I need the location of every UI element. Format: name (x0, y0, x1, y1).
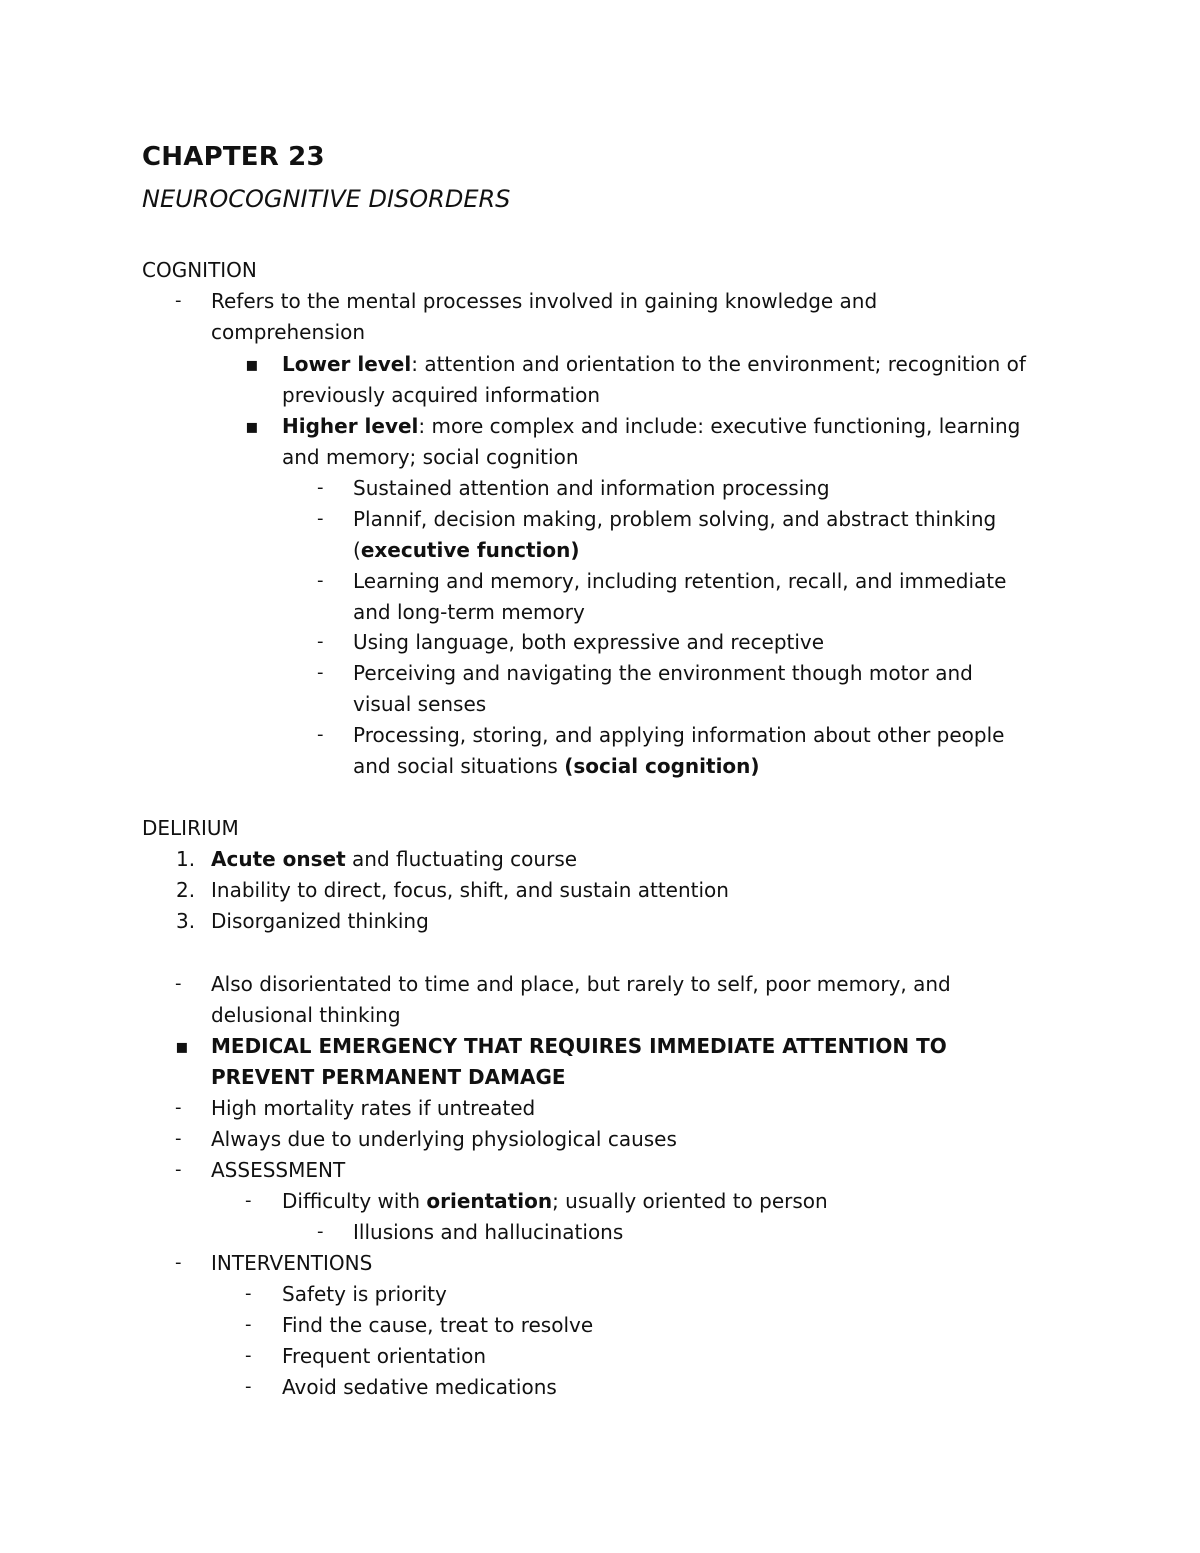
bullet-dash: - (245, 1283, 252, 1304)
bullet-dash: - (317, 724, 324, 745)
bullet-square: ▪ (245, 352, 259, 376)
list-item: Processing, storing, and applying information about other people (353, 723, 1005, 747)
higher-level-text: : more complex and include: executive functioning, learning (418, 414, 1021, 438)
delirium-heading: DELIRIUM (142, 816, 239, 840)
bullet-dash: - (175, 1252, 182, 1273)
chapter-subtitle: NEUROCOGNITIVE DISORDERS (142, 185, 511, 213)
list-item-cont: delusional thinking (211, 1003, 401, 1027)
bullet-dash: - (317, 662, 324, 683)
list-item: Learning and memory, including retention, recall, and immediate (353, 569, 1007, 593)
list-item: High mortality rates if untreated (211, 1096, 536, 1120)
list-item: Perceiving and navigating the environment though motor and (353, 661, 973, 685)
item-text: and fluctuating course (345, 847, 578, 871)
list-item: Plannif, decision making, problem solving, and abstract thinking (353, 507, 997, 531)
list-item-cont: and long-term memory (353, 600, 585, 624)
intervention-item: Safety is priority (282, 1282, 447, 1306)
list-number: 2. (176, 878, 196, 902)
list-item-cont (353, 754, 760, 778)
bullet-dash: - (245, 1314, 252, 1335)
bullet-dash: - (175, 290, 182, 311)
bullet-dash: - (175, 1128, 182, 1149)
list-item: Always due to underlying physiological causes (211, 1127, 677, 1151)
bullet-square: ▪ (175, 1034, 189, 1058)
delirium-item-3: Disorganized thinking (211, 909, 429, 933)
intervention-item: Avoid sedative medications (282, 1375, 557, 1399)
cognition-definition: Refers to the mental processes involved in gaining knowledge and (211, 289, 878, 313)
bullet-dash: - (175, 973, 182, 994)
lower-level-label: Lower level (282, 352, 412, 376)
paren-open: ( (353, 538, 361, 562)
delirium-item-2: Inability to direct, focus, shift, and sustain attention (211, 878, 729, 902)
emergency-warning: MEDICAL EMERGENCY THAT REQUIRES IMMEDIATE ATTENTION TO (211, 1034, 947, 1058)
list-item: Also disorientated to time and place, but rarely to self, poor memory, and (211, 972, 951, 996)
list-item: Using language, both expressive and receptive (353, 630, 825, 654)
bullet-dash: - (245, 1376, 252, 1397)
lower-level-item (282, 352, 1026, 376)
bullet-dash: - (317, 570, 324, 591)
lower-level-cont: previously acquired information (282, 383, 601, 407)
delirium-item-1 (211, 847, 577, 871)
list-item-cont (353, 538, 579, 562)
list-item: Sustained attention and information processing (353, 476, 830, 500)
higher-level-item (282, 414, 1020, 438)
item-text-tail: ; usually oriented to person (552, 1189, 828, 1213)
lower-level-text: : attention and orientation to the environment; recognition of (411, 352, 1026, 376)
bullet-dash: - (317, 508, 324, 529)
social-text: and social situations (353, 754, 565, 778)
interventions-heading: INTERVENTIONS (211, 1251, 373, 1275)
list-item-cont: visual senses (353, 692, 487, 716)
bullet-dash: - (175, 1159, 182, 1180)
cognition-heading: COGNITION (142, 258, 257, 282)
bullet-dash: - (175, 1097, 182, 1118)
social-cognition-term: (social cognition) (564, 754, 760, 778)
list-number: 3. (176, 909, 196, 933)
bullet-dash: - (317, 631, 324, 652)
higher-level-label: Higher level (282, 414, 419, 438)
acute-onset-term: Acute onset (211, 847, 346, 871)
intervention-item: Frequent orientation (282, 1344, 487, 1368)
intervention-item: Find the cause, treat to resolve (282, 1313, 594, 1337)
assessment-item (282, 1189, 828, 1213)
bullet-dash: - (317, 1221, 324, 1242)
cognition-definition-cont: comprehension (211, 320, 366, 344)
chapter-title: CHAPTER 23 (142, 142, 325, 172)
list-number: 1. (176, 847, 196, 871)
higher-level-cont: and memory; social cognition (282, 445, 579, 469)
bullet-dash: - (245, 1345, 252, 1366)
assessment-heading: ASSESSMENT (211, 1158, 346, 1182)
bullet-dash: - (317, 477, 324, 498)
assessment-subitem: Illusions and hallucinations (353, 1220, 624, 1244)
item-text: Difficulty with (282, 1189, 427, 1213)
bullet-dash: - (245, 1190, 252, 1211)
emergency-warning-cont: PREVENT PERMANENT DAMAGE (211, 1065, 566, 1089)
bullet-square: ▪ (245, 414, 259, 438)
orientation-term: orientation (426, 1189, 553, 1213)
executive-function-term: executive function) (360, 538, 580, 562)
